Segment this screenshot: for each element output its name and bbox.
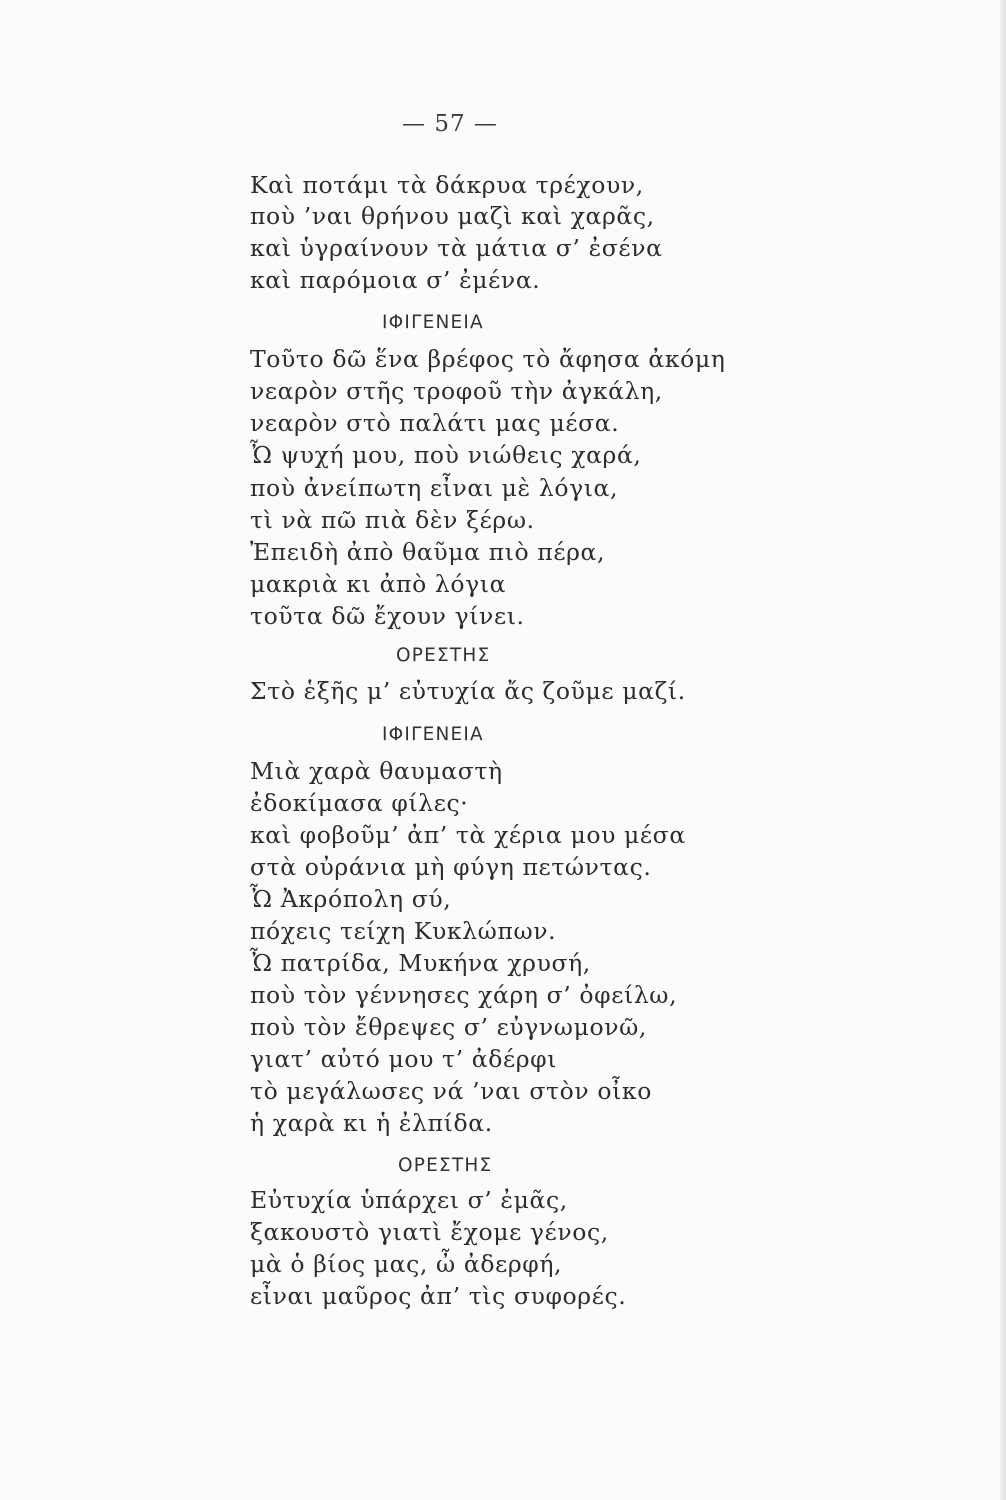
speaker-heading: ΙΦΙΓΕΝΕΙΑ — [382, 724, 484, 745]
verse-line: ποὺ ’ναι θρήνου μαζὶ καὶ χαρᾶς, — [250, 202, 655, 230]
verse-line: ποὺ τὸν ἔθρεψες σ’ εὐγνωμονῶ, — [250, 1013, 647, 1041]
verse-line: τὶ νὰ πῶ πιὰ δὲν ξέρω. — [250, 506, 535, 534]
verse-line: νεαρὸν στῆς τροφοῦ τὴν ἀγκάλη, — [250, 377, 663, 405]
verse-line: Καὶ ποτάμι τὰ δάκρυα τρέχουν, — [250, 171, 644, 199]
verse-line: Ἐπειδὴ ἀπὸ θαῦμα πιὸ πέρα, — [250, 538, 606, 566]
verse-line: Μιὰ χαρὰ θαυμαστὴ — [250, 757, 503, 785]
verse-line: ποὺ ἀνείπωτη εἶναι μὲ λόγια, — [250, 474, 619, 502]
verse-line: εἶναι μαῦρος ἀπ’ τὶς συφορές. — [250, 1282, 627, 1310]
page-number: — 57 — — [402, 111, 498, 137]
speaker-heading: ΙΦΙΓΕΝΕΙΑ — [382, 312, 484, 333]
speaker-heading: ΟΡΕΣΤΗΣ — [396, 645, 491, 666]
verse-line: ἡ χαρὰ κι ἡ ἐλπίδα. — [250, 1109, 493, 1137]
verse-line: Εὐτυχία ὑπάρχει σ’ ἐμᾶς, — [250, 1186, 568, 1214]
verse-line: μὰ ὁ βίος μας, ὦ ἀδερφή, — [250, 1250, 563, 1278]
verse-line: τὸ μεγάλωσες νά ’ναι στὸν οἶκο — [250, 1077, 652, 1105]
verse-line: τοῦτα δῶ ἔχουν γίνει. — [250, 602, 525, 630]
verse-line: γιατ’ αὐτό μου τ’ ἀδέρφι — [250, 1045, 558, 1073]
verse-line: καὶ ὑγραίνουν τὰ μάτια σ’ ἐσένα — [250, 234, 663, 262]
verse-line: Στὸ ἑξῆς μ’ εὐτυχία ἄς ζοῦμε μαζί. — [250, 677, 686, 705]
verse-line: ξακουστὸ γιατὶ ἔχομε γένος, — [250, 1218, 609, 1246]
verse-line: πόχεις τείχη Κυκλώπων. — [250, 917, 557, 945]
verse-line: καὶ φοβοῦμ’ ἀπ’ τὰ χέρια μου μέσα — [250, 821, 686, 849]
speaker-heading: ΟΡΕΣΤΗΣ — [398, 1155, 493, 1176]
verse-line: νεαρὸν στὸ παλάτι μας μέσα. — [250, 409, 620, 437]
verse-line: στὰ οὐράνια μὴ φύγη πετώντας. — [250, 853, 652, 881]
verse-line: ποὺ τὸν γέννησες χάρη σ’ ὀφείλω, — [250, 981, 678, 1009]
page-edge — [1000, 0, 1006, 1500]
verse-line: ἐδοκίμασα φίλες· — [250, 789, 469, 817]
verse-line: Ὦ πατρίδα, Μυκήνα χρυσή, — [250, 949, 591, 977]
verse-line: καὶ παρόμοια σ’ ἐμένα. — [250, 266, 541, 294]
verse-line: Ὦ Ἀκρόπολη σύ, — [250, 885, 452, 913]
verse-line: Τοῦτο δῶ ἕνα βρέφος τὸ ἄφησα ἀκόμη — [250, 345, 726, 373]
verse-line: μακριὰ κι ἀπὸ λόγια — [250, 570, 507, 598]
verse-line: Ὦ ψυχή μου, ποὺ νιώθεις χαρά, — [250, 441, 642, 469]
